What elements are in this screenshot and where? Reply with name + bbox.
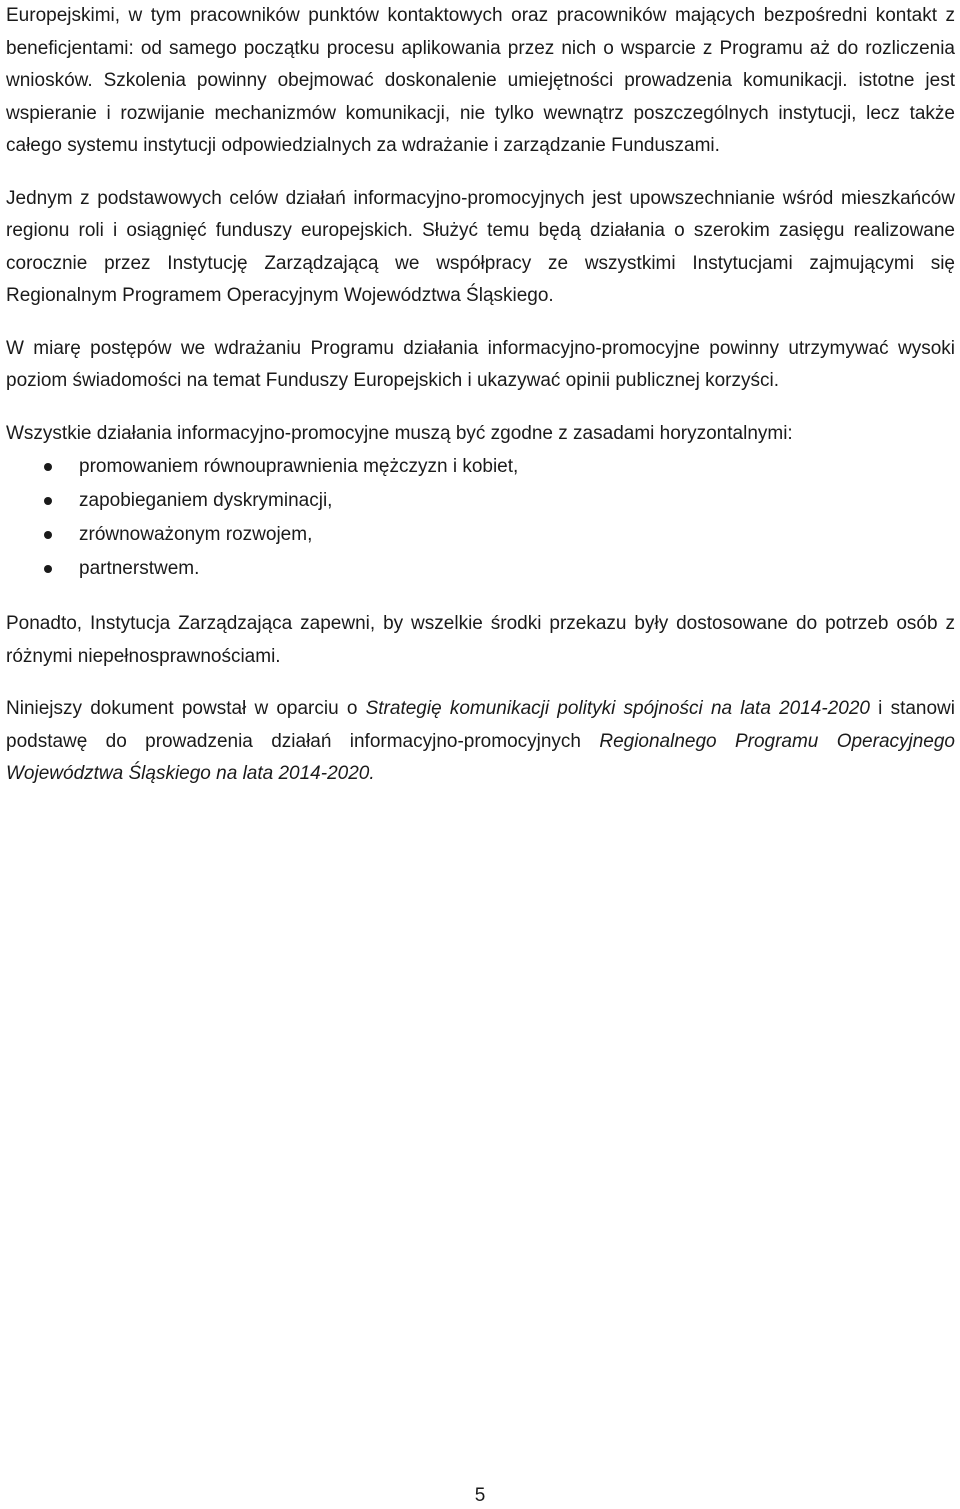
strategy-text-1: Niniejszy dokument powstał w oparciu o [6,698,366,719]
paragraph-principles-intro: Wszystkie działania informacyjno-promocyjne muszą być zgodne z zasadami horyzontalnymi: [6,422,793,444]
paragraph-accessibility: Ponadto, Instytucja Zarządzająca zapewni, by wszelkie środki przekazu były dostosowane do potrzeb osób z różnymi niepełnosprawnościami. [6,613,955,667]
page-number: 5 [474,1485,486,1506]
bullet-icon [44,565,52,573]
strategy-title-italic: Strategię komunikacji polityki spójności na lata 2014-2020 [365,698,870,719]
program-title-italic: Regionalnego Programu Operacyjnego Województwa Śląskiego na lata 2014-2020. [6,730,955,784]
list-item-text: zapobieganiem dyskryminacji, [79,490,333,511]
list-item [6,450,955,484]
paragraph-progress: W miarę postępów we wdrażaniu Programu działania informacyjno-promocyjne powinny utrzymywać wysoki poziom świadomości na temat Funduszy Europejskich i ukazywać opinii publicznej korzyści. [6,337,955,391]
bullet-icon [44,463,52,471]
bullet-icon [44,531,52,539]
paragraph-goals: Jednym z podstawowych celów działań informacyjno-promocyjnych jest upowszechnianie wśród mieszkańców regionu roli i osiągnięć funduszy europejskich. Służyć temu będą działania o szerokim zasięgu realizowane corocznie przez Instytucję Zarządzającą we współpracy ze wszystkimi Instytucjami zajmującymi się Regionalnym Programem Operacyjnym Województwa Śląskiego. [6,187,955,306]
paragraph-strategy-basis [6,693,955,791]
list-item-text: zrównoważonym rozwojem, [79,524,313,545]
list-item [6,518,955,552]
bullet-icon [44,497,52,505]
list-item [6,484,955,518]
list-item-text: partnerstwem. [79,558,200,579]
list-item [6,552,955,586]
document-page [6,0,955,791]
list-item-text: promowaniem równouprawnienia mężczyzn i kobiet, [79,456,519,477]
paragraph-training: Europejskimi, w tym pracowników punktów kontaktowych oraz pracowników mających bezpośredni kontakt z beneficjentami: od samego początku procesu aplikowania przez nich o wsparcie z Programu aż do rozliczenia wniosków. Szkolenia powinny obejmować doskonalenie umiejętności prowadzenia komunikacji. istotne jest wspieranie i rozwijanie mechanizmów komunikacji, nie tylko wewnątrz poszczególnych instytucji, lecz także całego systemu instytucji odpowiedzialnych za wdrażanie i zarządzanie Funduszami. [6,5,955,156]
strategy-text-2: i stanowi podstawę do prowadzenia działań informacyjno-promocyjnych [6,698,955,752]
principles-list [6,450,955,586]
